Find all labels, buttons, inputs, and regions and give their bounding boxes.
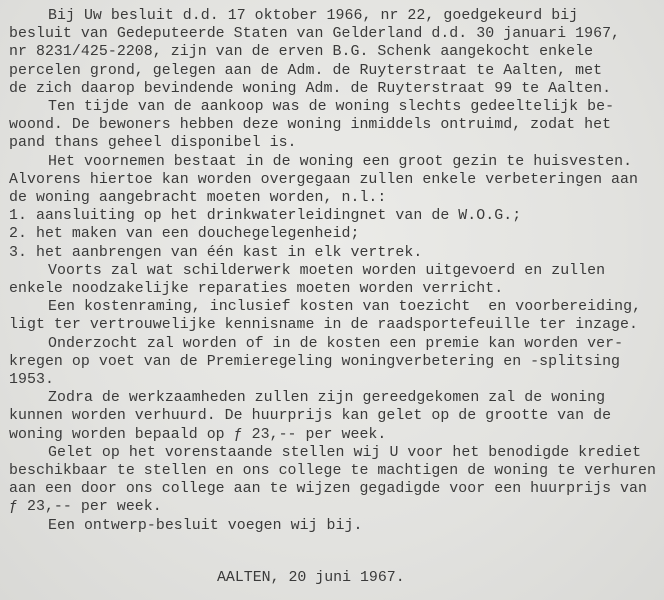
text-line: percelen grond, gelegen aan de Adm. de Ruyterstraat te Aalten, met — [9, 62, 603, 79]
text-line: enkele noodzakelijke reparaties moeten worden verricht. — [9, 281, 504, 297]
text-line: 1. aansluiting op het drinkwaterleidingnet van de W.O.G.; — [9, 208, 522, 225]
text-line: Onderzocht zal worden of in de kosten een premie kan worden ver- — [48, 335, 624, 352]
text-line: Gelet op het vorenstaande stellen wij U voor het benodigde krediet — [48, 444, 642, 461]
text-line: de zich daarop bevindende woning Adm. de Ruyterstraat 99 te Aalten. — [9, 80, 612, 97]
text-line: kunnen worden verhuurd. De huurprijs kan gelet op de grootte van de — [9, 408, 612, 425]
text-line: nr 8231/425-2208, zijn van de erven B.G. Schenk aangekocht enkele — [9, 44, 594, 61]
text-line: 2. het maken van een douchegelegenheid; — [9, 226, 360, 243]
text-line: kregen op voet van de Premieregeling woningverbetering en -splitsing — [9, 353, 621, 370]
text-line: Bij Uw besluit d.d. 17 oktober 1966, nr 22, goedgekeurd bij — [48, 8, 579, 24]
text-line: 1953. — [9, 372, 54, 388]
text-line: woond. De bewoners hebben deze woning inmiddels ontruimd, zodat het — [9, 117, 612, 134]
place-and-date: AALTEN, 20 juni 1967. — [217, 570, 405, 586]
text-line: de woning aangebracht moeten worden, n.l.: — [9, 190, 387, 206]
text-line: woning worden bepaald op ƒ 23,-- per week. — [9, 426, 387, 443]
text-line: 3. het aanbrengen van één kast in elk vertrek. — [9, 244, 423, 261]
text-line: pand thans geheel disponibel is. — [9, 135, 297, 152]
text-line: Voorts zal wat schilderwerk moeten worden uitgevoerd en zullen — [48, 262, 606, 279]
text-line: ƒ 23,-- per week. — [9, 499, 162, 516]
text-line: Het voornemen bestaat in de woning een groot gezin te huisvesten. — [48, 153, 633, 170]
text-line: Een kostenraming, inclusief kosten van toezicht en voorbereiding, — [48, 299, 642, 316]
text-line: beschikbaar te stellen en ons college te machtigen de woning te verhuren — [9, 463, 656, 479]
text-line: Een ontwerp-besluit voegen wij bij. — [48, 517, 363, 534]
text-line: ligt ter vertrouwelijke kennisname in de raadsportefeuille ter inzage. — [9, 317, 639, 334]
text-line: Alvorens hiertoe kan worden overgegaan zullen enkele verbeteringen aan — [9, 171, 639, 188]
text-line: Ten tijde van de aankoop was de woning slechts gedeeltelijk be- — [48, 99, 615, 115]
text-line: Zodra de werkzaamheden zullen zijn gereedgekomen zal de woning — [48, 390, 606, 407]
text-line: besluit van Gedeputeerde Staten van Gelderland d.d. 30 januari 1967, — [9, 26, 621, 43]
text-line: aan een door ons college aan te wijzen gegadigde voor een huurprijs van — [9, 481, 647, 498]
